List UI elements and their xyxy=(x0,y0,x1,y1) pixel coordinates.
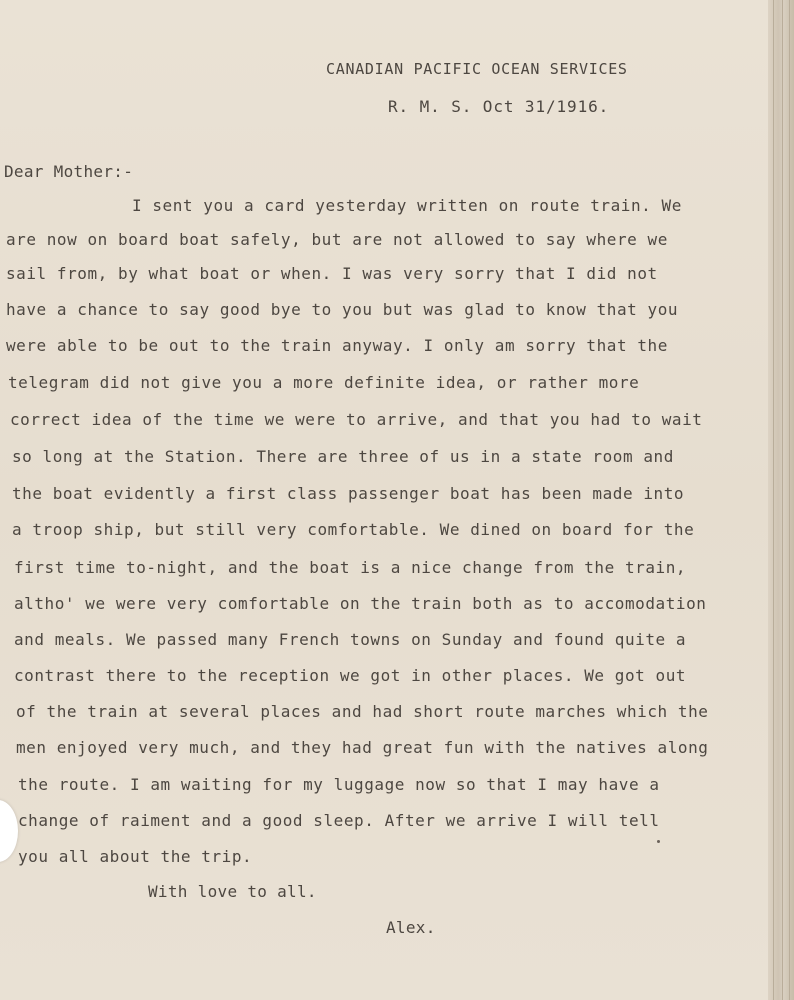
punch-hole xyxy=(0,800,18,862)
page-edge-line xyxy=(782,0,783,1000)
page-edge-line xyxy=(789,0,790,1000)
signature: Alex. xyxy=(386,918,436,937)
body-line: have a chance to say good bye to you but was glad to know that you xyxy=(6,300,679,319)
body-line: contrast there to the reception we got in other places. We got out xyxy=(14,666,687,685)
salutation: Dear Mother:- xyxy=(4,162,134,181)
body-line: sail from, by what boat or when. I was very sorry that I did not xyxy=(6,264,658,283)
closing: With love to all. xyxy=(148,882,317,901)
body-line: altho' we were very comfortable on the train both as to accomodation xyxy=(14,594,707,613)
page-edge-line xyxy=(773,0,774,1000)
body-line: change of raiment and a good sleep. After we arrive I will tell xyxy=(18,811,660,830)
body-line: telegram did not give you a more definite idea, or rather more xyxy=(8,373,640,392)
body-line: correct idea of the time we were to arrive, and that you had to wait xyxy=(10,410,703,429)
body-line: were able to be out to the train anyway. I only am sorry that the xyxy=(6,336,668,355)
body-line: the boat evidently a first class passenger boat has been made into xyxy=(12,484,685,503)
body-line: the route. I am waiting for my luggage now so that I may have a xyxy=(18,775,660,794)
body-line: are now on board boat safely, but are not allowed to say where we xyxy=(6,230,668,249)
page-stack-edge xyxy=(768,0,794,1000)
body-line: you all about the trip. xyxy=(18,847,253,866)
body-line: men enjoyed very much, and they had great fun with the natives along xyxy=(16,738,709,757)
body-line: and meals. We passed many French towns on Sunday and found quite a xyxy=(14,630,687,649)
body-line: so long at the Station. There are three of us in a state room and xyxy=(12,447,674,466)
date-line: R. M. S. Oct 31/1916. xyxy=(388,97,610,116)
letterhead: CANADIAN PACIFIC OCEAN SERVICES xyxy=(326,60,628,78)
ink-speck xyxy=(657,840,660,843)
body-line: I sent you a card yesterday written on route train. We xyxy=(132,196,682,215)
body-line: of the train at several places and had short route marches which the xyxy=(16,702,709,721)
body-line: a troop ship, but still very comfortable. We dined on board for the xyxy=(12,520,695,539)
body-line: first time to-night, and the boat is a nice change from the train, xyxy=(14,558,687,577)
